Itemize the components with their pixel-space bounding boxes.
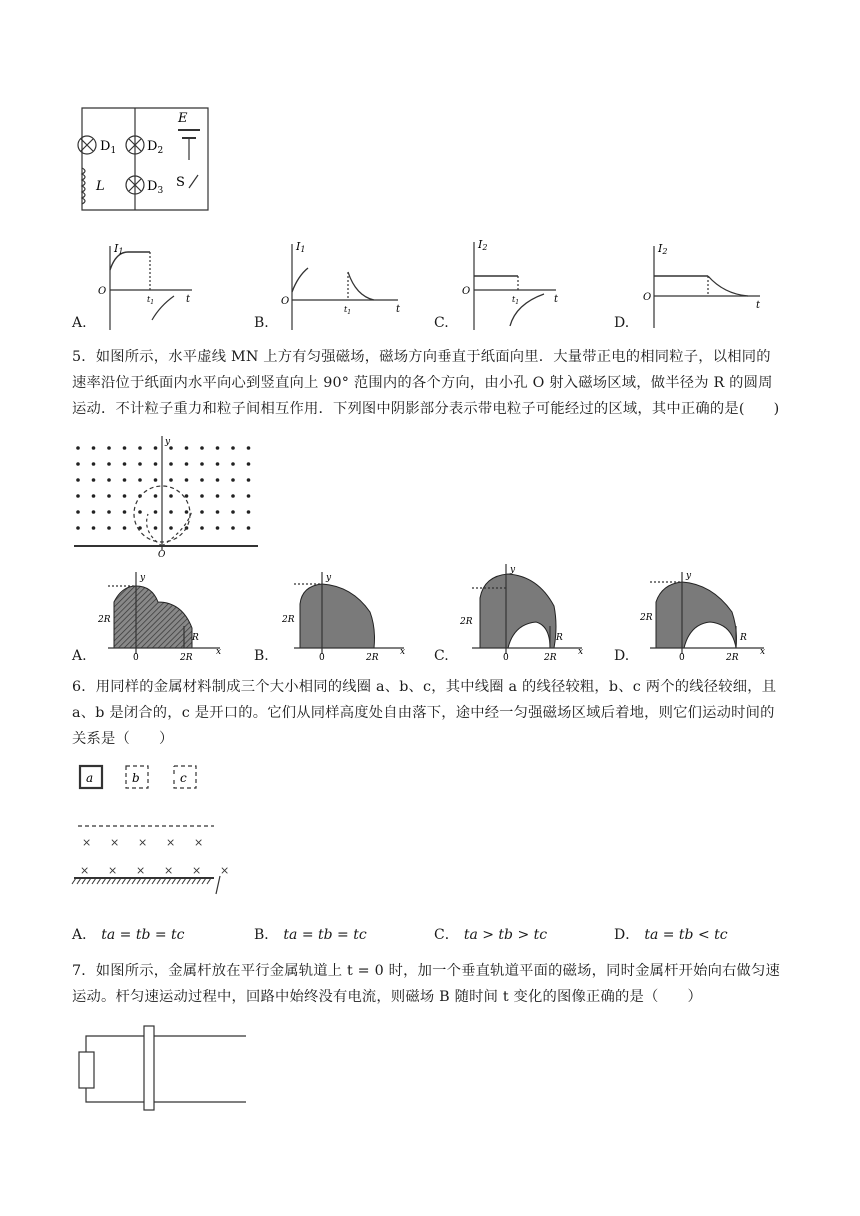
svg-text:0: 0 bbox=[679, 653, 685, 663]
svg-text:2R: 2R bbox=[640, 613, 653, 623]
field-dot bbox=[123, 526, 127, 530]
svg-text:2R: 2R bbox=[282, 615, 295, 625]
svg-text:t1: $t_1$ bbox=[344, 305, 352, 316]
svg-text:t: t bbox=[396, 304, 401, 315]
q5-field-figure bbox=[68, 436, 264, 558]
field-dot bbox=[247, 446, 251, 450]
q4-graph-c bbox=[456, 238, 566, 332]
q7-line-2: 运动。杆匀速运动过程中，回路中始终没有电流，则磁场 B 随时间 t 变化的图像正确的是（ ） bbox=[72, 989, 702, 1005]
q5-option-b-label[interactable]: B. bbox=[254, 648, 269, 664]
field-dot bbox=[200, 494, 204, 498]
svg-text:0: 0 bbox=[319, 653, 325, 663]
svg-text:x: x bbox=[578, 647, 584, 657]
field-dot bbox=[216, 478, 220, 482]
field-dot bbox=[169, 526, 173, 530]
q4-option-c-label[interactable]: C. bbox=[434, 315, 449, 331]
field-cross-marks bbox=[80, 836, 229, 877]
field-dot bbox=[123, 446, 127, 450]
svg-text:I1: I1 bbox=[296, 240, 306, 254]
svg-text:I2: I2 bbox=[478, 238, 488, 252]
field-dot bbox=[123, 510, 127, 514]
svg-text:R: R bbox=[192, 633, 199, 643]
svg-text:2R: 2R bbox=[544, 653, 557, 663]
q6-option-c[interactable] bbox=[434, 924, 547, 944]
svg-text:2R: 2R bbox=[460, 617, 473, 627]
q5-line-2: 速率沿位于纸面内水平向心到竖直向上 90° 范围内的各个方向，由小孔 O 射入磁场区域，做半径为 R 的圆周 bbox=[72, 375, 773, 391]
svg-text:2R: 2R bbox=[366, 653, 379, 663]
field-cross-mark: × bbox=[166, 836, 176, 849]
q6-option-a-expr: ta = tb = tc bbox=[101, 927, 185, 943]
field-dot bbox=[138, 462, 142, 466]
q4-option-d-label[interactable]: D. bbox=[614, 315, 630, 331]
field-dot bbox=[154, 478, 158, 482]
svg-text:2R: 2R bbox=[726, 653, 739, 663]
field-dot bbox=[92, 526, 96, 530]
field-dot bbox=[92, 494, 96, 498]
field-dot bbox=[231, 494, 235, 498]
field-dot bbox=[92, 478, 96, 482]
svg-text:D2: $D_2$ bbox=[147, 139, 164, 156]
field-dot bbox=[138, 478, 142, 482]
field-dot bbox=[185, 494, 189, 498]
q4-option-a-label[interactable]: A. bbox=[72, 315, 87, 331]
q6-option-d-expr: ta = tb < tc bbox=[644, 927, 728, 943]
field-dot bbox=[185, 510, 189, 514]
field-dot bbox=[169, 462, 173, 466]
svg-text:I1: I1 bbox=[114, 242, 124, 256]
q6-coils-figure bbox=[68, 760, 228, 900]
svg-text:2R: 2R bbox=[180, 653, 193, 663]
field-dot bbox=[107, 478, 111, 482]
q5-option-a-label[interactable]: A. bbox=[72, 648, 87, 664]
svg-text:I2: I2 bbox=[658, 242, 668, 256]
q6-line-1: 6．用同样的金属材料制成三个大小相同的线圈 a、b、c，其中线圈 a 的线径较粗，b、c 两个的线径较细，且 bbox=[72, 679, 777, 695]
q6-option-a[interactable] bbox=[72, 924, 185, 944]
svg-text:y: y bbox=[140, 573, 146, 583]
question-5-text bbox=[72, 344, 802, 422]
svg-text:S: S bbox=[176, 175, 185, 190]
svg-text:t1: $t_1$ bbox=[512, 295, 520, 306]
q5-figure-c bbox=[458, 562, 588, 662]
svg-text:O: O bbox=[281, 296, 290, 307]
field-dot bbox=[185, 446, 189, 450]
field-dot bbox=[231, 478, 235, 482]
field-dot bbox=[169, 478, 173, 482]
q5-option-d-label[interactable]: D. bbox=[614, 648, 630, 664]
field-dot bbox=[216, 510, 220, 514]
svg-text:0: 0 bbox=[503, 653, 509, 663]
field-dot bbox=[107, 510, 111, 514]
q4-option-b-label[interactable]: B. bbox=[254, 315, 269, 331]
svg-text:D3: $D_3$ bbox=[147, 179, 164, 196]
q6-line-2: a、b 是闭合的，c 是开口的。它们从同样高度处自由落下，途中经一匀强磁场区域后着地，则它们运动时间的 bbox=[72, 705, 775, 721]
svg-text:t1: $t_1$ bbox=[147, 295, 155, 306]
q7-line-1: 7．如图所示，金属杆放在平行金属轨道上 t = 0 时，加一个垂直轨道平面的磁场，同时金属杆开始向右做匀速 bbox=[72, 963, 781, 979]
svg-text:R: R bbox=[556, 633, 563, 643]
field-dot bbox=[154, 462, 158, 466]
q5-figure-d bbox=[640, 568, 770, 662]
field-dot bbox=[216, 526, 220, 530]
field-cross-mark: × bbox=[108, 864, 118, 877]
svg-text:O: O bbox=[158, 550, 166, 560]
q6-line-3: 关系是（ ） bbox=[72, 731, 174, 747]
field-dots bbox=[76, 446, 250, 530]
field-dot bbox=[76, 478, 80, 482]
q5-figure-b bbox=[280, 568, 410, 662]
svg-text:O: O bbox=[462, 286, 471, 297]
q6-option-c-expr: ta > tb > tc bbox=[463, 927, 548, 943]
svg-text:D1: $D_1$ bbox=[100, 139, 117, 156]
q4-graph-d bbox=[640, 240, 770, 330]
field-dot bbox=[216, 494, 220, 498]
field-dot bbox=[200, 462, 204, 466]
field-dot bbox=[247, 478, 251, 482]
field-cross-mark: × bbox=[136, 864, 146, 877]
field-dot bbox=[169, 494, 173, 498]
field-cross-mark: × bbox=[138, 836, 148, 849]
field-dot bbox=[169, 510, 173, 514]
field-dot bbox=[92, 510, 96, 514]
svg-text:R: R bbox=[740, 633, 747, 643]
q6-option-b-label: B． bbox=[254, 927, 279, 943]
q5-option-c-label[interactable]: C. bbox=[434, 648, 449, 664]
svg-text:y: y bbox=[165, 437, 171, 447]
q5-line-3: 运动．不计粒子重力和粒子间相互作用．下列图中阴影部分表示带电粒子可能经过的区域，其中正确的是( ) bbox=[72, 401, 780, 417]
field-dot bbox=[216, 462, 220, 466]
svg-text:x: x bbox=[216, 647, 222, 657]
field-dot bbox=[231, 446, 235, 450]
field-dot bbox=[247, 462, 251, 466]
field-dot bbox=[107, 446, 111, 450]
svg-text:x: x bbox=[760, 647, 766, 657]
field-dot bbox=[231, 462, 235, 466]
q4-graph-b bbox=[278, 238, 408, 332]
field-dot bbox=[76, 510, 80, 514]
field-dot bbox=[247, 526, 251, 530]
svg-text:L: L bbox=[96, 179, 105, 194]
field-dot bbox=[154, 494, 158, 498]
svg-text:O: O bbox=[643, 292, 652, 303]
field-dot bbox=[138, 510, 142, 514]
svg-text:x: x bbox=[400, 647, 406, 657]
coil-a-label: a bbox=[86, 771, 94, 785]
svg-text:y: y bbox=[326, 573, 332, 583]
field-dot bbox=[92, 462, 96, 466]
q5-figure-a bbox=[96, 568, 226, 662]
field-dot bbox=[138, 446, 142, 450]
question-6-text bbox=[72, 674, 802, 752]
field-dot bbox=[107, 494, 111, 498]
q6-option-b-expr: ta = tb = tc bbox=[283, 927, 367, 943]
svg-text:t: t bbox=[186, 294, 191, 305]
field-dot bbox=[154, 510, 158, 514]
coil-b-label: b bbox=[132, 771, 140, 785]
q6-option-d[interactable] bbox=[614, 924, 728, 944]
field-dot bbox=[200, 446, 204, 450]
field-dot bbox=[76, 526, 80, 530]
field-dot bbox=[247, 494, 251, 498]
field-dot bbox=[231, 510, 235, 514]
field-cross-mark: × bbox=[192, 864, 202, 877]
field-cross-mark: × bbox=[82, 836, 92, 849]
field-cross-mark: × bbox=[80, 864, 90, 877]
field-dot bbox=[123, 478, 127, 482]
field-cross-mark: × bbox=[164, 864, 174, 877]
q4-graph-a bbox=[92, 240, 202, 332]
field-cross-mark: × bbox=[220, 864, 230, 877]
field-dot bbox=[216, 446, 220, 450]
field-dot bbox=[123, 462, 127, 466]
svg-text:t: t bbox=[554, 294, 559, 305]
field-dot bbox=[123, 494, 127, 498]
svg-text:t: t bbox=[756, 300, 761, 311]
field-dot bbox=[76, 462, 80, 466]
q6-option-b[interactable] bbox=[254, 924, 367, 944]
field-dot bbox=[247, 510, 251, 514]
q7-rail-figure bbox=[70, 1018, 254, 1114]
field-dot bbox=[200, 510, 204, 514]
field-dot bbox=[92, 446, 96, 450]
question-7-text bbox=[72, 958, 802, 1010]
svg-text:y: y bbox=[510, 565, 516, 575]
field-cross-mark: × bbox=[194, 836, 204, 849]
svg-text:y: y bbox=[686, 571, 692, 581]
field-dot bbox=[154, 526, 158, 530]
field-dot bbox=[154, 446, 158, 450]
field-dot bbox=[76, 446, 80, 450]
field-dot bbox=[200, 526, 204, 530]
svg-text:2R: 2R bbox=[98, 615, 111, 625]
q6-option-d-label: D． bbox=[614, 927, 640, 943]
field-dot bbox=[185, 462, 189, 466]
field-dot bbox=[76, 494, 80, 498]
field-cross-mark: × bbox=[110, 836, 120, 849]
q6-option-c-label: C． bbox=[434, 927, 459, 943]
field-dot bbox=[107, 462, 111, 466]
q4-circuit-figure bbox=[70, 100, 220, 218]
q6-option-a-label: A． bbox=[72, 927, 97, 943]
svg-text:O: O bbox=[98, 286, 107, 297]
svg-text:0: 0 bbox=[133, 653, 139, 663]
field-dot bbox=[107, 526, 111, 530]
svg-text:E: E bbox=[178, 111, 188, 126]
field-dot bbox=[200, 478, 204, 482]
q5-line-1: 5．如图所示，水平虚线 MN 上方有匀强磁场，磁场方向垂直于纸面向里．大量带正电的相同粒子，以相同的 bbox=[72, 349, 771, 365]
coil-c-label: c bbox=[180, 771, 187, 785]
field-dot bbox=[231, 526, 235, 530]
field-dot bbox=[185, 478, 189, 482]
